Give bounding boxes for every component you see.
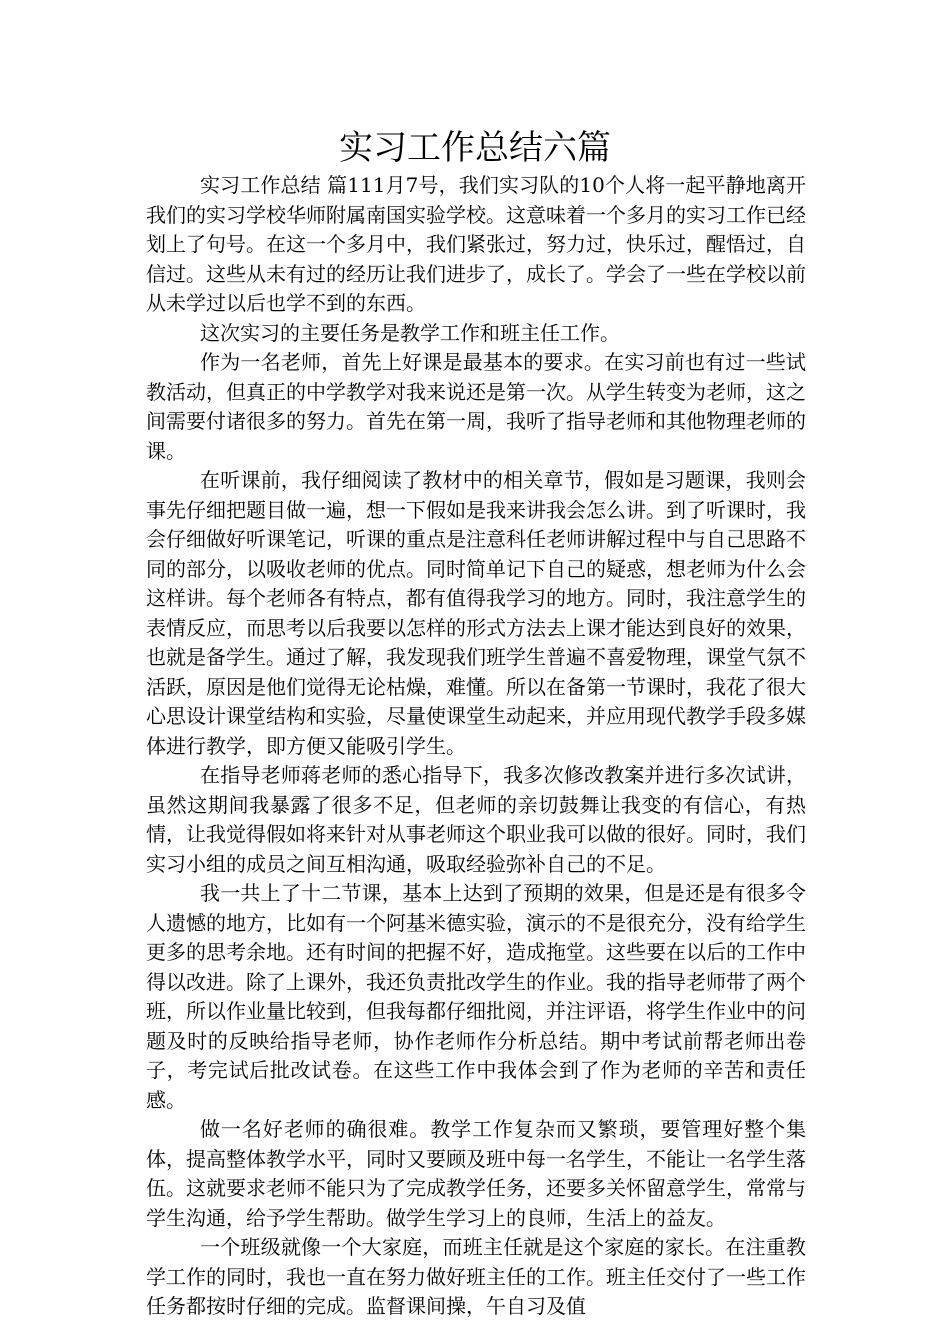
- paragraph-class-teacher: 一个班级就像一个大家庭，而班主任就是这个家庭的家长。在注重教学工作的同时，我也一直在努力做好班主任的工作。班主任交付了一些工作任务都按时仔细的完成。监督课间操，午自习及值: [146, 1235, 806, 1318]
- paragraph-lesson-observation: 在听课前，我仔细阅读了教材中的相关章节，假如是习题课，我则会事先仔细把题目做一遍，想一下假如是我来讲我会怎么讲。到了听课时，我会仔细做好听课笔记，听课的重点是注意科任老师讲解过程中与自己思路不同的部分，以吸收老师的优点。同时简单记下自己的疑惑，想老师为什么会这样讲。每个老师各有特点，都有值得我学习的地方。同时，我注意学生的表情反应，而思考以后我要以怎样的形式方法去上课才能达到良好的效果，也就是备学生。通过了解，我发现我们班学生普遍不喜爱物理，课堂气氛不活跃，原因是他们觉得无论枯燥，难懂。所以在备第一节课时，我花了很大心思设计课堂结构和实验，尽量使课堂生动起来，并应用现代教学手段多媒体进行教学，即方便又能吸引学生。: [146, 468, 806, 758]
- paragraph-intro: 实习工作总结 篇111月7号，我们实习队的10个人将一起平静地离开我们的实习学校华师附属南国实验学校。这意味着一个多月的实习工作已经划上了句号。在这一个多月中，我们紧张过，努力过，快乐过，醒悟过，自信过。这些从未有过的经历让我们进步了，成长了。学会了一些在学校以前从未学过以后也学不到的东西。: [146, 173, 806, 315]
- paragraph-main-tasks: 这次实习的主要任务是教学工作和班主任工作。: [200, 320, 620, 345]
- document-body: [146, 171, 806, 1322]
- paragraph-guidance: 在指导老师蒋老师的悉心指导下，我多次修改教案并进行多次试讲，虽然这期间我暴露了很多不足，但老师的亲切鼓舞让我变的有信心，有热情，让我觉得假如将来针对从事老师这个职业我可以做的很好。同时，我们实习小组的成员之间互相沟通，吸取经验弥补自己的不足。: [146, 763, 806, 876]
- document-title: 实习工作总结六篇: [339, 128, 611, 168]
- paragraph-teaching-basics: 作为一名老师，首先上好课是最基本的要求。在实习前也有过一些试教活动，但真正的中学教学对我来说还是第一次。从学生转变为老师，这之间需要付诸很多的努力。首先在第一周，我听了指导老师和其他物理老师的课。: [146, 350, 806, 463]
- paragraph-good-teacher: 做一名好老师的确很难。教学工作复杂而又繁琐，要管理好整个集体，提高整体教学水平，同时又要顾及班中每一名学生，不能让一名学生落伍。这就要求老师不能只为了完成教学任务，还要多关怀留意学生，常常与学生沟通，给予学生帮助。做学生学习上的良师，生活上的益友。: [146, 1117, 806, 1230]
- paragraph-lessons-taught: 我一共上了十二节课，基本上达到了预期的效果，但是还是有很多令人遗憾的地方，比如有一个阿基米德实验，演示的不是很充分，没有给学生更多的思考余地。还有时间的把握不好，造成拖堂。这些要在以后的工作中得以改进。除了上课外，我还负责批改学生的作业。我的指导老师带了两个班，所以作业量比较到，但我每都仔细批阅，并注评语，将学生作业中的问题及时的反映给指导老师，协作老师作分析总结。期中考试前帮老师出卷子，考完试后批改试卷。在这些工作中我体会到了作为老师的辛苦和责任感。: [146, 881, 806, 1112]
